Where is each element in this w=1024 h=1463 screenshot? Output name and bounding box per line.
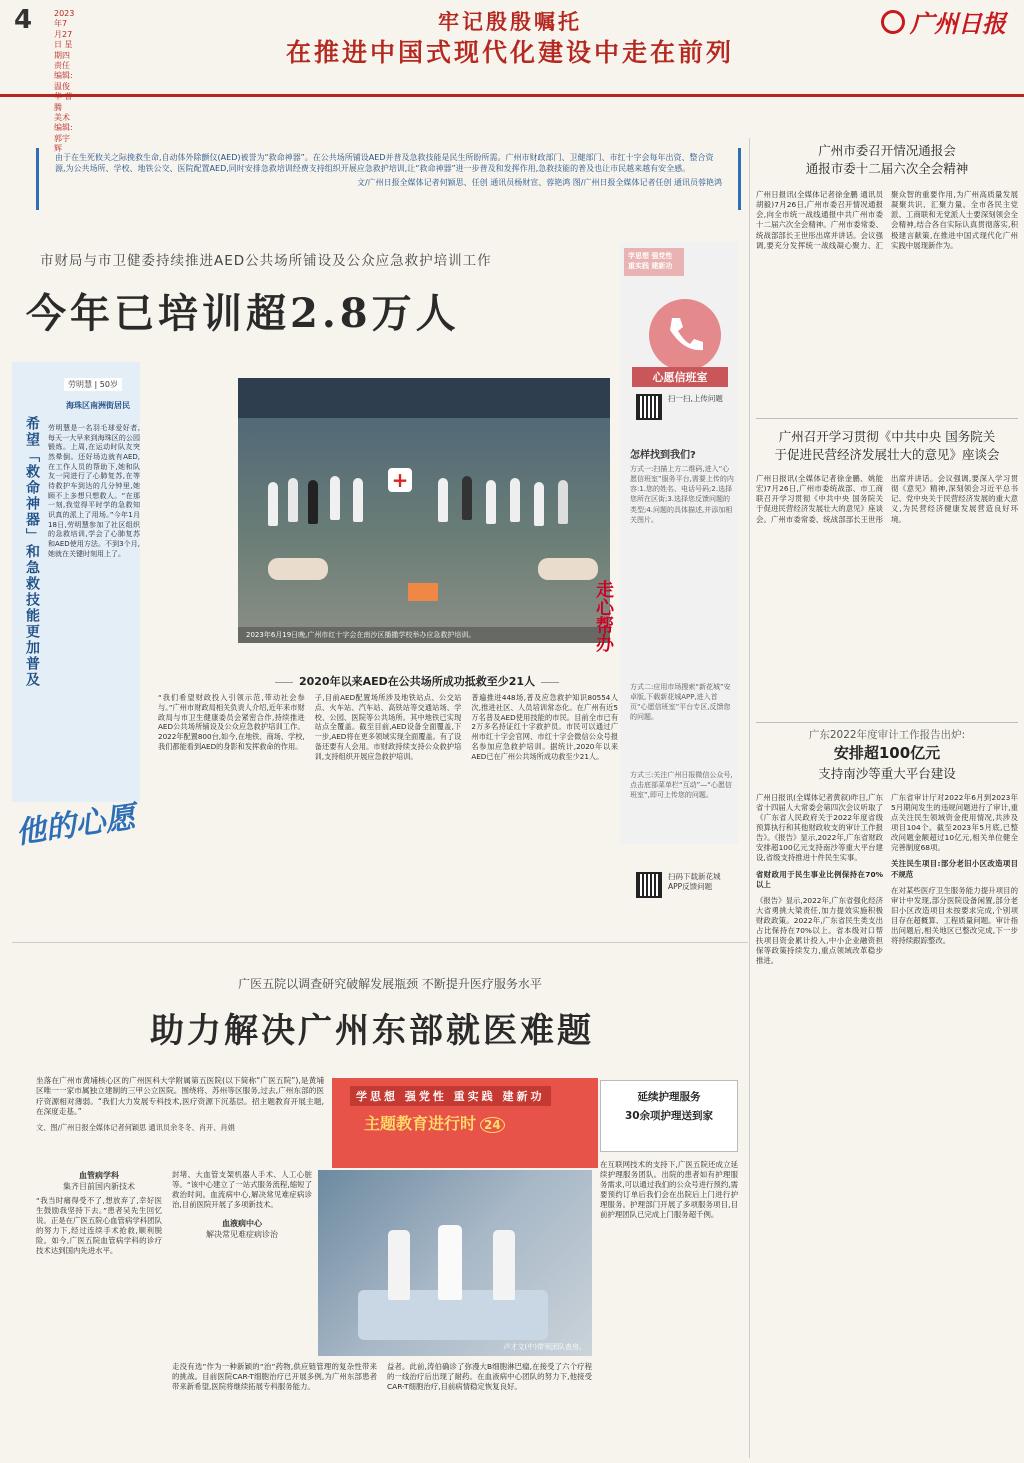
story3-body-d: 广东省审计厅对2022年6月到2023年5月期间发生的违规问题进行了审计,重点关注民生领域资金使用情况,共涉及项目104个。截至2023年5月底,已整改问题金额超过10亿元,相关单位健全完善制度68项。 <box>891 793 1018 853</box>
ward-photo <box>318 1170 592 1356</box>
banner-number: 24 <box>480 1117 505 1133</box>
trainee-figure <box>534 482 544 526</box>
hospital-subhead: 广医五院以调查研究破解发展瓶颈 不断提升医疗服务水平 <box>238 977 542 991</box>
editors: 责任编辑:温俊 腾 <box>54 60 73 112</box>
story3-pre: 广东2022年度审计工作报告出炉: <box>808 729 966 741</box>
story3-body-a: 广州日报讯(全媒体记者黄叙)昨日,广东省十四届人大常委会第四次会议听取了《广东省人民政府关于2022年度省级预算执行和其他财政收支的审计工作报告》。《报告》显示,2022年,广东省财政安排超100亿元支持南沙等重大平台建设,省级支持推进十件民生实事。 <box>756 793 883 863</box>
issue-date: 2023年7月27日 星期四 <box>54 9 75 60</box>
aed-col-3: 普遍推进448场,普及应急救护知识80554人次,推进社区、人员培训常态化。在广州有近5万名普及AED使用技能的市民。目前全市已有2万多名持证红十字救护员。市民可以通过广州市红十字会官网、市红十字会微信公众号报名参加应急救护培训。据统计,2020年以来AED已在广州公共场所成功救至少21人。 <box>471 693 619 761</box>
trainee-figure <box>438 478 448 522</box>
column-rule <box>749 138 750 1458</box>
news-box <box>600 1080 738 1152</box>
doctor-figure <box>493 1230 515 1300</box>
section-1-sub: 集齐目前国内新技术 <box>63 1182 135 1191</box>
news-title: 延续护理服务 <box>637 1091 701 1103</box>
logo-mark-icon <box>881 10 905 34</box>
profile-sign: 他的心愿 <box>13 799 138 852</box>
story1-head-a: 广州市委召开情况通报会 <box>818 143 956 158</box>
separator <box>756 418 1018 419</box>
story3-body-c: 《报告》显示,2022年,广东省强化经济大省勇挑大梁责任,加力提效实施积极财政政策。2022年,广东省民生类支出占比保持在70%以上。省本级对口帮扶项目资金累计投入,中小企业融资担保等政策持续发力,重点领域改革稳步推进。 <box>756 895 883 966</box>
cpr-manikin <box>268 558 328 580</box>
banner-slogan: 学思想 强党性 重实践 建新功 <box>350 1086 551 1106</box>
how-to-find-head: 怎样找到我们? <box>630 450 696 461</box>
trainee-figure <box>510 478 520 522</box>
page-number: 4 <box>14 5 33 35</box>
photo-ceiling <box>238 378 610 418</box>
aed-subhead: 市财局与市卫健委持续推进AED公共场所铺设及公众应急救护培训工作 <box>40 253 492 269</box>
way-1: 方式一:扫描上方二维码,进入“心愿信班室”服务平台,需要上传的内容:1.您的姓名、电话号码;2.选择您所在区街;3.选择您反馈问题的类型;4.问题的具体描述,并添加相关图片。 <box>630 465 734 524</box>
separator <box>756 722 1018 723</box>
aed-intro-text: 由于在生死攸关之际挽救生命,自动体外除颤仪(AED)被誉为“救命神器”。在公共场所铺设AED并普及急救技能是民生所盼所需。广州市财政部门、卫健部门、市红十字会每年出资、整合资源,为公共场所、学校、地铁公交、医院配置AED,同时安排急救培训经费支持组织开展应急救护培训,让“救命神器”进一步普及和发挥作用,急救技能的普及也让市民越来越有安全感。 <box>55 153 714 174</box>
doctor-figure <box>388 1230 410 1300</box>
aed-device <box>408 583 438 601</box>
aed-columns <box>158 693 618 761</box>
section-1-title: 血管病学科 <box>79 1171 119 1180</box>
story1-head-b: 通报市委十二届六次全会精神 <box>805 161 969 177</box>
profile-name-tag: 劳明慧 | 50岁 <box>64 378 122 391</box>
trainee-figure <box>308 480 318 524</box>
page-headline: 在推进中国式现代化建设中走在前列 <box>285 38 734 67</box>
story3-subhead-2: 关注民生项目:部分老旧小区改造项目不规范 <box>891 859 1018 879</box>
hospital-col-2: 封堵、大血管支架机器人手术、人工心脏等。“该中心建立了一站式服务流程,缩短了救治时间。血流病中心,解决常见难症病诊治,目前医院开展了多项新技术。 <box>172 1170 312 1210</box>
qr-code-icon[interactable] <box>636 394 662 420</box>
help-title: 心愿信班室 <box>632 367 728 387</box>
aed-intro <box>36 148 741 210</box>
news-sub: 30余项护理送到家 <box>624 1110 714 1122</box>
banner-title-text: 主题教育进行时 <box>364 1114 477 1133</box>
story3-subhead: 省财政用于民生事业比例保持在70%以上 <box>756 869 883 889</box>
newspaper-logo <box>881 4 1006 39</box>
trainee-figure <box>462 476 472 520</box>
profile-body: 劳明慧是一名羽毛球爱好者,每天一大早来到海珠区的公园锻炼。上周,在运动时队友突然晕倒。还好场边就有AED,在工作人员的帮助下,她和队友一同进行了心肺复苏,在等待救护车到达的几分钟里,她顾不上多想只想救人。“在那一刻,我觉得平时学的急救知识真的派上了用场。”今年1月18日,劳明慧参加了社区组织的急救培训,学会了心肺复苏和AED使用方法。不到3个月,她就在关键时刻用上了。 <box>48 424 140 558</box>
trainee-figure <box>353 478 363 522</box>
trainee-figure <box>486 480 496 524</box>
aed-credit: 文/广州日报全媒体记者何颖思、任创 通讯员杨财宣、蓉艳鸿 图/广州日报全媒体记者任创 通讯员蓉艳鸿 <box>356 178 722 188</box>
hospital-intro-text: 坐落在广州市黄埔核心区的广州医科大学附属第五医院(以下简称“广医五院”),是黄埔区唯一一家市属独立建制的三甲公立医院。围绕将、苏州等区服务,过去,广州东部的医疗资源相对薄弱。“我们大力发展专科技术,医疗资源下沉基层。招主题教育开展主题,在深度走基。” <box>36 1076 324 1116</box>
hospital-intro <box>36 1076 324 1133</box>
section-rule <box>12 942 748 943</box>
story2-head-b: 于促进民营经济发展壮大的意见》座谈会 <box>774 447 1000 463</box>
profile-quote: 希望「救命神器」和急救技能更加普及 <box>24 416 40 688</box>
help-vertical-title: 走心帮办 <box>593 580 614 652</box>
story3-head: 安排超100亿元 <box>833 744 941 763</box>
doctor-figure <box>438 1225 462 1300</box>
qr-code-icon[interactable] <box>636 872 662 898</box>
hospital-col-1: “我当时痛得受不了,想放弃了,幸好医生鼓励我坚持下去。”患者吴先生回忆说。正是在广医五院心血管病学科团队的努力下,经过连续手术抢救,顺利脱险。如今,广医五院血管病学科的诊疗技术达到国内先进水平。 <box>36 1196 162 1256</box>
hospital-col-3: 走没有选”作为一种新颖的“治”药物,供应链管理的复杂性带来的挑战。目前医院CAR-T细胞治疗已开展多例,为广州东部患者带来新希望,医院将继续拓展专科服务能力。 <box>172 1362 377 1392</box>
masthead-rule <box>0 94 1024 97</box>
qr-label-2: 扫码下载新花城APP反馈问题 <box>668 872 721 892</box>
hospital-col-4: 益者。此前,涛伯确诊了弥漫大B细胞淋巴瘤,在接受了六个疗程的一线治疗后出现了耐药。在血液病中心团队的努力下,他接受CAR-T细胞治疗,目前病情稳定恢复良好。 <box>387 1362 592 1392</box>
page-kicker: 牢记殷殷嘱托 <box>438 10 582 34</box>
section-2-sub: 解决常见难症病诊治 <box>206 1230 278 1240</box>
cpr-manikin <box>538 558 598 580</box>
hospital-col-1-wrap <box>36 1170 162 1256</box>
way-2: 方式二:应用市场搜索“新花城”安卓版,下载新花城APP,进入首页“心愿信班室”平台专区,反馈您的问题。 <box>630 683 731 722</box>
section-2-title: 血液病中心 <box>222 1219 262 1229</box>
logo-text: 广州日报 <box>910 9 1006 38</box>
hospital-col-5: 在互联网技术的支持下,广医五院还成立延续护理服务团队。出院的患者如有护理服务需求,可以通过我们的公众号进行预约,需要预约订单后我们会在出院后上门进行护理服务。护理部门开展了多项服务项目,目前护理团队已完成上门服务超千例。 <box>600 1160 738 1220</box>
story2-body: 广州日报讯(全媒体记者徐金鹏、姚能宏)7月26日,广州市委统战部、市工商联召开学习贯彻《中共中央 国务院关于促进民营经济发展壮大的意见》座谈会。广州市委常委、统战部部长王世彤出席并讲话。会议强调,要深入学习贯彻《意见》精神,深刻领会习近平总书记、党中央关于民营经济发展的重大意义,为民营经济健康发展营造良好环境。 <box>756 474 1018 524</box>
story3-head-b: 支持南沙等重大平台建设 <box>818 765 956 781</box>
right-story-2 <box>756 428 1018 704</box>
profile-name: 劳明慧 <box>68 380 92 389</box>
right-story-1 <box>756 142 1018 410</box>
page-meta <box>54 9 74 154</box>
aed-col-2: 子,目前AED配置场所涉及地铁站点、公交站点、火车站、汽车站、高铁站等交通站场、学校、公园、医院等公共场所。其中地铁已实现站点全覆盖。截至目前,AED设备全面覆盖,下一步,AED将在更多领域实现全面覆盖。有了设备还要有人会用。市财政持续支持公众救护培训,支持组织开展应急救护培训。 <box>314 693 462 761</box>
red-cross-icon: + <box>388 468 412 492</box>
hospital-headline: 助力解决广州东部就医难题 <box>150 1011 594 1051</box>
training-photo <box>238 378 610 643</box>
aed-col-1: “我们希望财政投入引领示范,带动社会参与。”广州市财政局相关负责人介绍,近年来市财政局与市卫生健康委员会紧密合作,持续推进AED公共场所铺设及公众应急救护培训工作。2022年配置800台,如今,在地铁、商场、学校,我们都能看到AED的身影和发挥救命的作用。 <box>158 693 305 751</box>
story1-body: 广州日报讯(全媒体记者徐金鹏 通讯员胡毅)7月26日,广州市委召开情况通报会,向全市统一战线通报中共广州市委十二届六次全会精神。广州市委常委、统战部部长王世彤出席并讲话。会议强调,要充分发挥统一战线凝心聚力、汇聚众智的重要作用,为广州高质量发展凝聚共识、汇聚力量。全市各民主党派、工商联和无党派人士要深刻领会全会精神,结合各自实际认真贯彻落实,积极建言献策,在推进中国式现代化广州实践中展现新作为。 <box>756 190 1018 250</box>
qr-label: 扫一扫,上传问题 <box>668 394 723 403</box>
hospital-credit: 文、图/广州日报全媒体记者何颖思 通讯员余冬冬、肖开、肖娟 <box>36 1123 235 1133</box>
trainee-figure <box>268 482 278 526</box>
aed-section-head: 2020年以来AED在公共场所成功抵救至少21人 <box>262 673 572 689</box>
art-editor: 美术编辑:郭宇辉 <box>54 112 73 154</box>
profile-age: 50岁 <box>99 380 118 389</box>
trainee-figure <box>288 478 298 522</box>
profile-role: 海珠区南洲街居民 <box>66 401 130 410</box>
right-story-3 <box>756 728 1018 966</box>
hospital-col-2-wrap <box>172 1170 312 1240</box>
hospital-bottom-cols <box>172 1362 592 1392</box>
way-3: 方式三:关注广州日报微信公众号,点击底部菜单栏“互动”—“心愿信班室”,即可上传您的问题。 <box>630 771 733 800</box>
ward-photo-caption: 卢才文(中)带领团队查房。 <box>503 1343 586 1351</box>
help-tag: 学思想 强党性 重实践 建新功 <box>624 248 684 276</box>
aed-headline: 今年已培训超2.8万人 <box>26 290 460 337</box>
theme-banner <box>332 1078 598 1168</box>
photo-caption: 2023年6月19日晚,广州市红十字会在南沙区播撒学校举办应急救护培训。 <box>238 627 610 643</box>
trainee-figure <box>330 476 340 520</box>
story2-head-a: 广州召开学习贯彻《中共中央 国务院关 <box>778 429 996 444</box>
story3-body-f: 在对某些医疗卫生服务能力提升项目的审计中发现,部分医院设备闲置,部分老旧小区改造项目未按要求完成,个别项目存在超概算、工程质量问题。审计指出问题后,相关地区已整改完成,下一步将持续跟踪整改。 <box>891 885 1018 945</box>
trainee-figure <box>558 480 568 524</box>
banner-title <box>364 1111 505 1134</box>
